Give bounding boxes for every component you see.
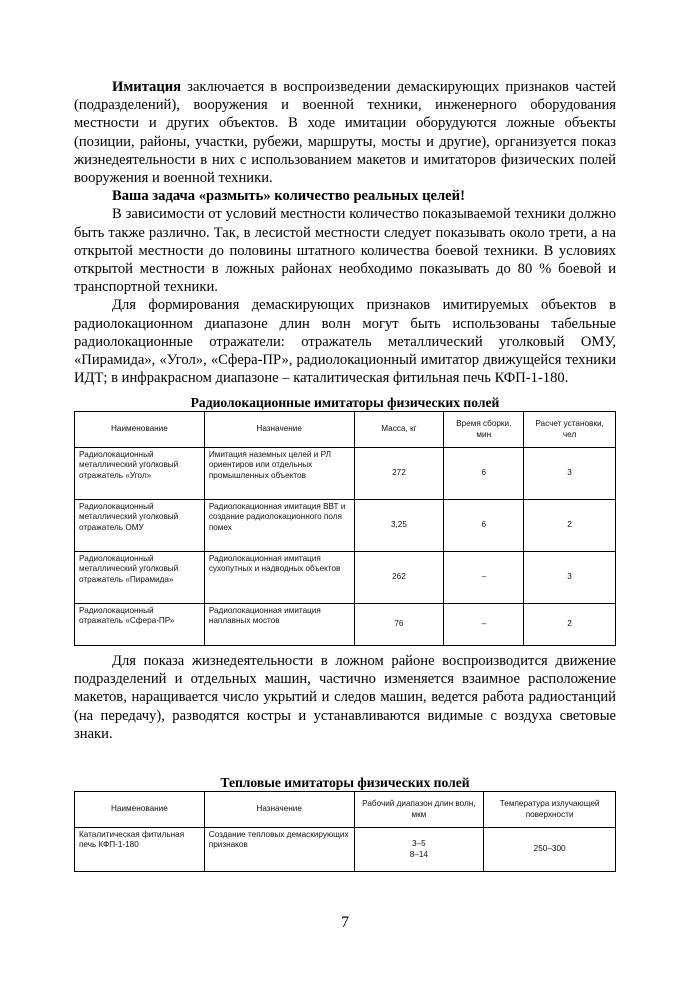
table-cell: 272 — [354, 448, 444, 500]
intro-text — [74, 78, 616, 387]
table-cell: Радиолокационный металлический уголковый отражатель «Угол» — [75, 448, 205, 500]
table-cell: 3,25 — [354, 500, 444, 552]
table-header-cell: Назначение — [204, 412, 354, 448]
table-header-cell: Масса, кг — [354, 412, 444, 448]
table-row — [75, 448, 616, 500]
activity-text — [74, 652, 616, 743]
table-header-cell: Расчет установки, чел — [524, 412, 616, 448]
table-cell — [354, 828, 484, 872]
page-number: 7 — [341, 914, 349, 931]
table-header-cell: Температура излучающей поверхности — [484, 792, 616, 828]
table-cell: Радиолокационная имитация наплавных мостов — [204, 604, 354, 646]
table-cell: 76 — [354, 604, 444, 646]
table-header-cell: Рабочий диапазон длин волн, мкм — [354, 792, 484, 828]
table-cell: – — [444, 604, 524, 646]
table-cell: 250–300 — [484, 828, 616, 872]
range-value: 3–5 — [412, 839, 426, 849]
lead-term: Имитация — [112, 79, 182, 95]
table-cell: 3 — [524, 552, 616, 604]
table-row — [75, 552, 616, 604]
table-cell: Радиолокационная имитация ВВТ и создание радиолокационного поля помех — [204, 500, 354, 552]
table-row — [75, 828, 616, 872]
table-cell: Радиолокационный металлический уголковый отражатель «Пирамида» — [75, 552, 205, 604]
paragraph-imitation — [74, 78, 616, 187]
table-cell: 6 — [444, 500, 524, 552]
table-header-cell: Назначение — [204, 792, 354, 828]
table-header-row — [75, 792, 616, 828]
table-cell: 262 — [354, 552, 444, 604]
paragraph-activity: Для показа жизнедеятельности в ложном районе воспроизводится движение подразделений и отдельных машин, частично изменяется взаимное расположение макетов, наращивается число укрытий и следов машин, ведется работа радиостанций (на передачу), разводятся костры и устанавливаются видимые с воздуха световые знаки. — [74, 653, 616, 742]
table-cell: 2 — [524, 604, 616, 646]
task-heading: Ваша задача «размыть» количество реальных целей! — [112, 188, 465, 205]
table2-title: Тепловые имитаторы физических полей — [220, 775, 470, 790]
paragraph-imitation-text: заключается в воспроизведении демаскирующих признаков частей (подразделений), вооружения и военной техники, инженерного оборудования местности и других объектов. В ходе имитации оборудуются ложные объекты (позиции, районы, участки, рубежи, маршруты, мосты и другие), организуется показ жизнедеятельности в них с использованием макетов и имитаторов физических полей вооружения и военной техники. — [74, 79, 616, 187]
table-cell: Имитация наземных целей и РЛ ориентиров или отдельных промышленных объектов — [204, 448, 354, 500]
table1-title: Радиолокационные имитаторы физических полей — [190, 395, 500, 410]
table-cell: 2 — [524, 500, 616, 552]
paragraph-terrain: В зависимости от условий местности количество показываемой техники должно быть также различно. Так, в лесистой местности следует показывать около трети, а на открытой местности до половины штатного количества боевой техники. В условиях открытой местности в ложных районах необходимо показывать до 80 % боевой и транспортной техники. — [74, 206, 616, 296]
table-cell: Радиолокационный отражатель «Сфера-ПР» — [75, 604, 205, 646]
table-cell: Создание тепловых демаскирующих признаков — [204, 828, 354, 872]
table-row — [75, 500, 616, 552]
table-cell: Радиолокационный металлический уголковый отражатель ОМУ — [75, 500, 205, 552]
thermal-imitators-table — [74, 791, 616, 872]
table-cell: 3 — [524, 448, 616, 500]
table-header-cell: Наименование — [75, 412, 205, 448]
table-header-row — [75, 412, 616, 448]
table-header-cell: Наименование — [75, 792, 205, 828]
table-cell: – — [444, 552, 524, 604]
paragraph-radar: Для формирования демаскирующих признаков имитируемых объектов в радиолокационном диапазоне длин волн могут быть использованы табельные радиолокационные отражатели: отражатель металлический уголковый ОМУ, «Пирамида», «Угол», «Сфера-ПР», радиолокационный имитатор движущейся техники ИДТ; в инфракрасном диапазоне – каталитическая фитильная печь КФП-1-180. — [74, 297, 616, 387]
table-cell: Радиолокационная имитация сухопутных и надводных объектов — [204, 552, 354, 604]
radar-imitators-table — [74, 411, 616, 646]
range-value: 8–14 — [409, 849, 428, 859]
table-cell: 6 — [444, 448, 524, 500]
table-header-cell: Время сборки, мин — [444, 412, 524, 448]
table-row — [75, 604, 616, 646]
table-cell: Каталитическая фитильная печь КФП-1-180 — [75, 828, 205, 872]
